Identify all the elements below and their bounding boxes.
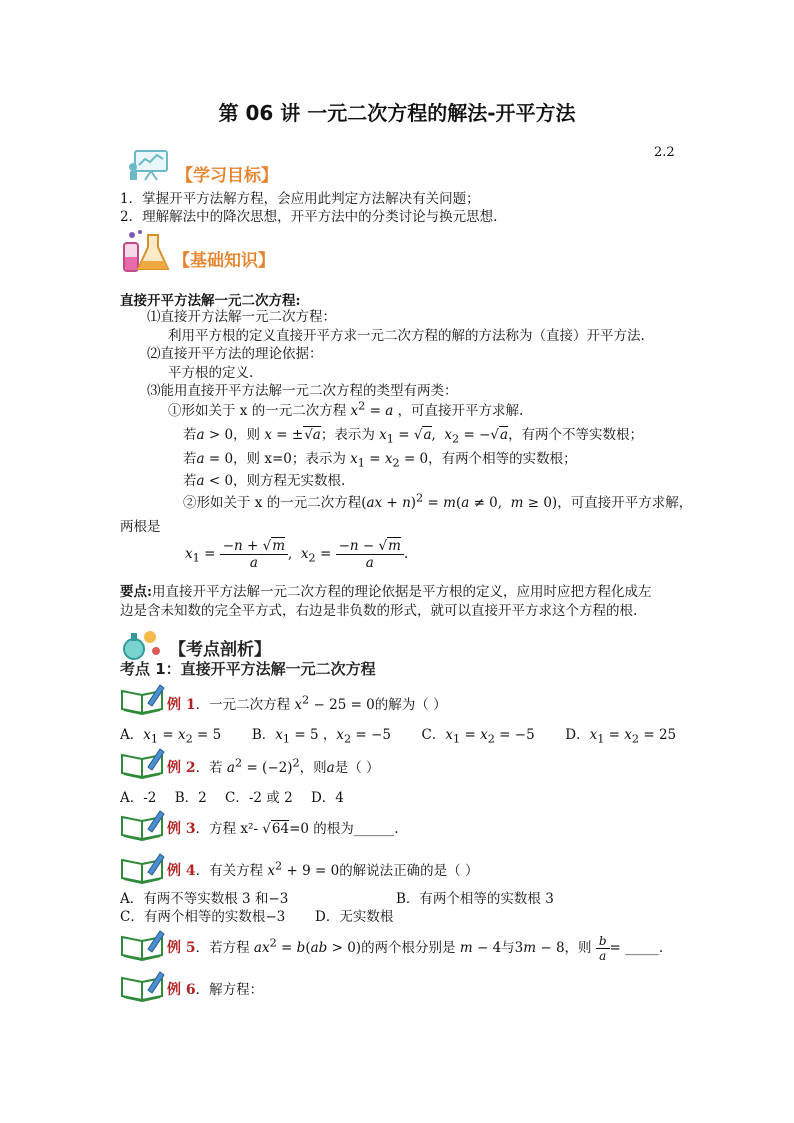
two-roots-label: 两根是 [120, 519, 161, 535]
roots-formula: $x_1$ = $\frac{-n + √m}{a}$ , $x_2$ = $\frac{-n - √m}{a}$ . [185, 538, 409, 571]
book-pencil-icon [120, 747, 166, 779]
page-reference: 2.2 [654, 145, 675, 160]
case-a-positive-line: 若a > 0，则 x = ±√a；表示为 $x_1 = √a$, $x_2 = -√a$，有两个不等实数根； [183, 427, 644, 446]
example-4-option-b: B．有两个相等的实数根 3 [396, 891, 554, 907]
example-1-options: A．$x_1 = x_2 = 5$ B．$x_1 = 5$ ，$x_2 = -5$ C．$x_1 = x_2 = -5$ D．$x_1 = x_2 = 25$ [120, 727, 677, 746]
topic1-heading: 考点 1：直接开平方法解一元二次方程 [120, 660, 376, 678]
basics-heading: 【基础知识】 [173, 251, 275, 271]
case1-pre: ①形如关于 x 的一元二次方程 [168, 403, 347, 419]
basics-p3: ⑶能用直接开平方法解一元二次方程的类型有两类： [147, 383, 458, 399]
case2-line: ②形如关于 x 的一元二次方程(ax + n)$^2$ = m(a ≠ 0, m ≥ 0)，可直接开平方求解， [183, 491, 693, 511]
case1-post: ，可直接开平方求解. [397, 403, 524, 419]
example-4-question: 例 4．有关方程 $x^2 + 9 = 0$的解说法正确的是（ ） [167, 859, 479, 879]
analysis-heading: 【考点剖析】 [169, 640, 271, 660]
example-4-option-d: D．无实数根 [315, 909, 394, 925]
goal-item-2: 2．理解解法中的降次思想，开平方法中的分类讨论与换元思想. [120, 209, 498, 225]
basics-p1: ⑴直接开方法解一元二次方程： [147, 309, 336, 325]
basics-p1a: 利用平方根的定义直接开平方求一元二次方程的解的方法称为（直接）开平方法. [168, 328, 645, 344]
case1-equation: x [350, 403, 359, 419]
example-4-option-a: A．有两不等实数根 3 和−3 [120, 891, 289, 907]
example-3-question: 例 3．方程 x²- √64=0 的根为______. [167, 821, 399, 837]
example-1-question: 例 1．一元二次方程 $x^2 - 25 = 0$的解为（ ） [167, 693, 447, 713]
chemistry-icon [120, 627, 164, 661]
page-title: 第 06 讲 一元二次方程的解法-开平方法 [218, 101, 576, 125]
book-pencil-icon [120, 683, 166, 715]
basics-p2: ⑵直接开平方法的理论依据： [147, 346, 323, 362]
goals-heading: 【学习目标】 [176, 166, 278, 186]
example-6-question: 例 6．解方程： [167, 982, 264, 998]
teaching-board-icon [127, 147, 173, 181]
basics-p2a: 平方根的定义. [168, 365, 254, 381]
book-pencil-icon [120, 809, 166, 841]
note-line-2: 边是含未知数的完全平方式，右边是非负数的形式，就可以直接开平方求这个方程的根. [120, 603, 638, 619]
basics-subtitle: 直接开平方法解一元二次方程: [120, 293, 301, 309]
case-a-negative-line: 若a < 0，则方程无实数根. [183, 473, 346, 489]
book-pencil-icon [120, 929, 166, 961]
example-4-option-c: C．有两个相等的实数根−3 [120, 909, 286, 925]
example-5-question: 例 5．若方程 $ax^2 = b(ab > 0)$的两个根分别是 m − 4与3m − 8，则 $\frac{b}{a}$ = _____. [167, 934, 664, 963]
book-pencil-icon [120, 970, 166, 1002]
example-2-options: A．-2 B．2 C．-2 或 2 D．4 [120, 790, 344, 806]
case1-line: ①形如关于 x 的一元二次方程 $x^2 = a$ ，可直接开平方求解. [168, 399, 524, 419]
goal-item-1: 1．掌握开平方法解方程，会应用此判定方法解决有关问题； [120, 191, 480, 207]
note-line-1: 要点:用直接开平方法解一元二次方程的理论依据是平方根的定义，应用时应把方程化成左 [120, 584, 652, 600]
book-pencil-icon [120, 852, 166, 884]
example-2-question: 例 2．若 $a^2 = (-2)^2$，则a是（ ） [167, 756, 380, 776]
lab-flask-icon [120, 229, 172, 275]
case-a-zero-line: 若a = 0，则 x=0；表示为 $x_1 = x_2 = 0$，有两个相等的实数根； [183, 451, 577, 470]
